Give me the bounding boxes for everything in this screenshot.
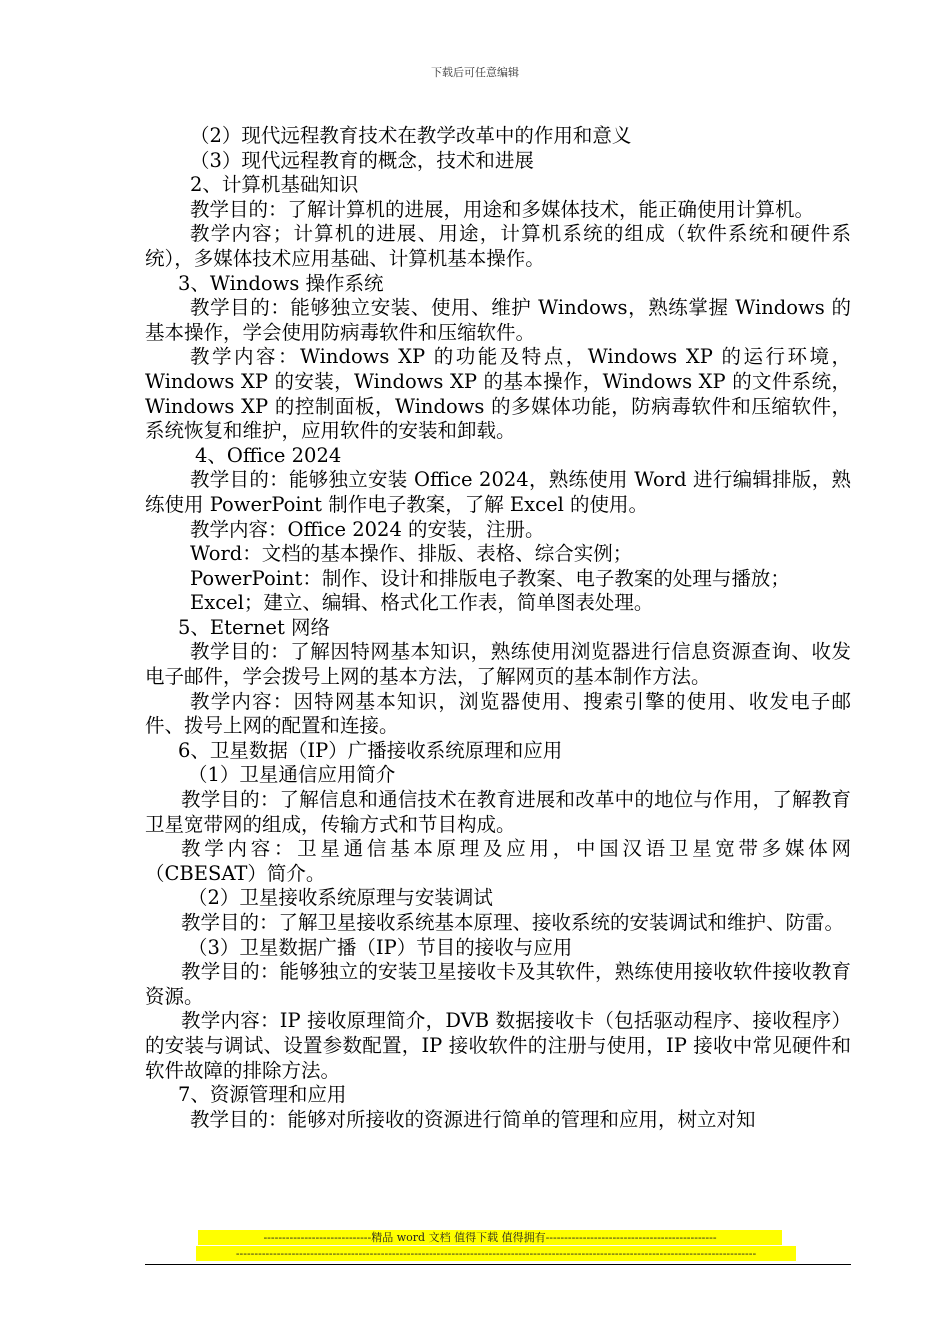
paragraph: 教学目的：了解卫星接收系统基本原理、接收系统的安装调试和维护、防雷。 <box>181 911 845 934</box>
paragraph: 3、Windows 操作系统 <box>178 271 384 295</box>
paragraph: 教学目的：能够独立的安装卫星接收卡及其软件，熟练使用接收软件接收教育资源。 <box>145 960 851 1008</box>
paragraph: 教学目的：能够对所接收的资源进行简单的管理和应用，树立对知 <box>190 1107 756 1131</box>
paragraph: （3）现代远程教育的概念，技术和进展 <box>190 148 534 172</box>
footer-divider <box>145 1264 851 1265</box>
paragraph: 教学目的：了解信息和通信技术在教育进展和改革中的地位与作用，了解教育卫星宽带网的组成，传输方式和节目构成。 <box>145 788 851 836</box>
paragraph: 教学目的：了解因特网基本知识，熟练使用浏览器进行信息资源查询、收发电子邮件，学会拨号上网的基本方法，了解网页的基本制作方法。 <box>145 640 851 689</box>
paragraph: 教学目的：能够独立安装、使用、维护 Windows，熟练掌握 Windows 的基本操作，学会使用防病毒软件和压缩软件。 <box>145 296 851 344</box>
paragraph: 7、资源管理和应用 <box>178 1083 347 1107</box>
paragraph: （3）卫星数据广播（IP）节目的接收与应用 <box>188 935 573 959</box>
document-body <box>145 124 851 1132</box>
footer-dashes: -------------------------------------------------------------------------------------------------------------------------------------------- <box>196 1246 796 1261</box>
header-note: 下载后可任意编辑 <box>431 66 519 79</box>
paragraph: 6、卫星数据（IP）广播接收系统原理和应用 <box>178 738 563 762</box>
paragraph: 教学内容：卫星通信基本原理及应用，中国汉语卫星宽带多媒体网（CBESAT）简介。 <box>145 837 851 885</box>
paragraph: PowerPoint：制作、设计和排版电子教案、电子教案的处理与播放； <box>190 566 790 590</box>
paragraph: 教学目的：能够独立安装 Office 2024，熟练使用 Word 进行编辑排版，熟练使用 PowerPoint 制作电子教案，了解 Excel 的使用。 <box>145 468 851 516</box>
paragraph: 教学目的：了解计算机的进展，用途和多媒体技术，能正确使用计算机。 <box>190 197 815 221</box>
paragraph: 教学内容：Office 2024 的安装，注册。 <box>190 517 545 541</box>
paragraph: （1）卫星通信应用简介 <box>188 763 396 787</box>
paragraph: 2、计算机基础知识 <box>190 173 359 197</box>
paragraph: 教学内容：Windows XP 的功能及特点，Windows XP 的运行环境，Windows XP 的安装，Windows XP 的基本操作，Windows XP 的文件系统，Windows XP 的控制面板，Windows 的多媒体功能，防病毒软件和压缩软件，系统恢复和维护，应用软件的安装和卸载。 <box>145 345 851 443</box>
paragraph: 5、Eternet 网络 <box>178 615 330 639</box>
footer-banner: -----------------------------精品 word 文档 值得下载 值得拥有---------------------------------------------- <box>198 1230 782 1245</box>
paragraph: （2）现代远程教育技术在教学改革中的作用和意义 <box>190 124 632 147</box>
paragraph: 教学内容：因特网基本知识，浏览器使用、搜索引擎的使用、收发电子邮件、拨号上网的配置和连接。 <box>145 689 851 738</box>
paragraph: Word：文档的基本操作、排版、表格、综合实例； <box>190 542 633 566</box>
paragraph: （2）卫星接收系统原理与安装调试 <box>188 886 493 910</box>
paragraph: 4、Office 2024 <box>195 443 342 467</box>
paragraph: Excel；建立、编辑、格式化工作表，简单图表处理。 <box>190 591 654 615</box>
paragraph: 教学内容：IP 接收原理简介，DVB 数据接收卡（包括驱动程序、接收程序）的安装与调试、设置参数配置，IP 接收软件的注册与使用，IP 接收中常见硬件和软件故障的排除方法。 <box>145 1009 851 1082</box>
paragraph: 教学内容；计算机的进展、用途，计算机系统的组成（软件系统和硬件系统），多媒体技术应用基础、计算机基本操作。 <box>145 222 851 270</box>
